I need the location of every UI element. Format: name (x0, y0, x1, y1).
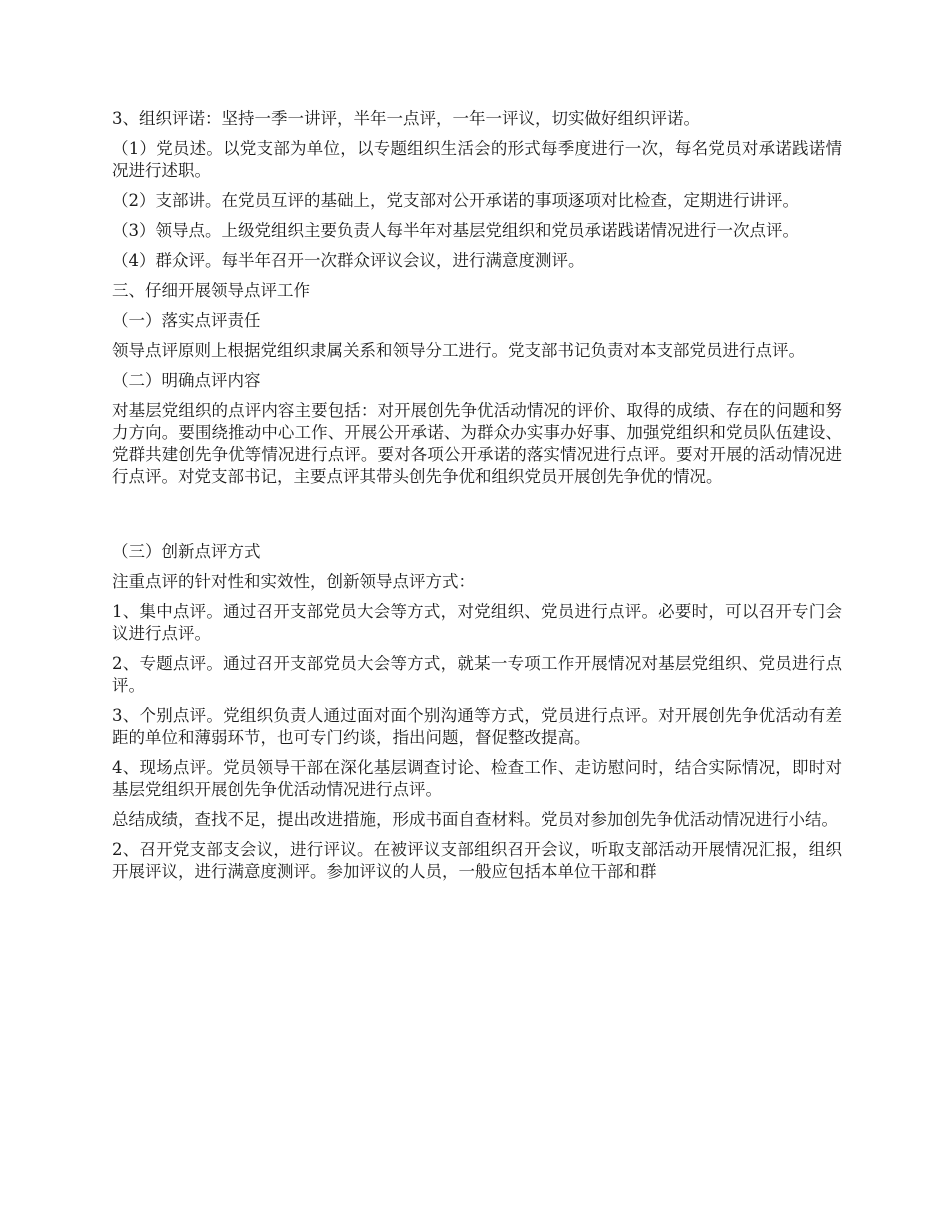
paragraph-party-member-report: （1）党员述。以党支部为单位，以专题组织生活会的形式每季度进行一次，每名党员对承诺践诺情况进行述职。 (112, 139, 842, 180)
paragraph-branch-meeting: 2、召开党支部支会议，进行评议。在被评议支部组织召开会议，听取支部活动开展情况汇报，组织开展评议，进行满意度测评。参加评议的人员，一般应包括本单位干部和群 (112, 840, 842, 881)
document-page (112, 108, 842, 891)
subheading-1: （一）落实点评责任 (112, 311, 261, 330)
paragraph-content: 对基层党组织的点评内容主要包括：对开展创先争优活动情况的评价、取得的成绩、存在的问题和努力方向。要围绕推动中心工作、开展公开承诺、为群众办实事办好事、加强党组织和党员队伍建设、党群共建创先争优等情况进行点评。要对各项公开承诺的落实情况进行点评。要对开展的活动情况进行点评。对党支部书记，主要点评其带头创先争优和组织党员开展创先争优的情况。 (112, 401, 842, 486)
paragraph-intro: 注重点评的针对性和实效性，创新领导点评方式： (112, 572, 475, 591)
paragraph-centralized: 1、集中点评。通过召开支部党员大会等方式，对党组织、党员进行点评。必要时，可以召开专门会议进行点评。 (112, 602, 842, 643)
paragraph-item-3: 3、组织评诺：坚持一季一讲评，半年一点评，一年一评议，切实做好组织评诺。 (112, 109, 700, 128)
paragraph-branch-review: （2）支部讲。在党员互评的基础上，党支部对公开承诺的事项逐项对比检查，定期进行讲评。 (112, 191, 799, 210)
paragraph-leader-comment: （3）领导点。上级党组织主要负责人每半年对基层党组织和党员承诺践诺情况进行一次点评。 (112, 221, 799, 240)
paragraph-thematic: 2、专题点评。通过召开支部党员大会等方式，就某一专项工作开展情况对基层党组织、党员进行点评。 (112, 654, 842, 695)
paragraph-on-site: 4、现场点评。党员领导干部在深化基层调查讨论、检查工作、走访慰问时，结合实际情况，即时对基层党组织开展创先争优活动情况进行点评。 (112, 758, 842, 799)
paragraph-summary: 总结成绩，查找不足，提出改进措施，形成书面自查材料。党员对参加创先争优活动情况进行小结。 (112, 810, 838, 829)
subheading-3: （三）创新点评方式 (112, 542, 261, 561)
paragraph-public-evaluation: （4）群众评。每半年召开一次群众评议会议，进行满意度测评。 (112, 251, 585, 270)
paragraph-responsibility: 领导点评原则上根据党组织隶属关系和领导分工进行。党支部书记负责对本支部党员进行点评。 (112, 341, 805, 360)
section-heading-3: 三、仔细开展领导点评工作 (112, 281, 310, 300)
paragraph-individual: 3、个别点评。党组织负责人通过面对面个别沟通等方式，党员进行点评。对开展创先争优活动有差距的单位和薄弱环节，也可专门约谈，指出问题，督促整改提高。 (112, 706, 842, 747)
blank-space (112, 496, 842, 541)
subheading-2: （二）明确点评内容 (112, 371, 261, 390)
